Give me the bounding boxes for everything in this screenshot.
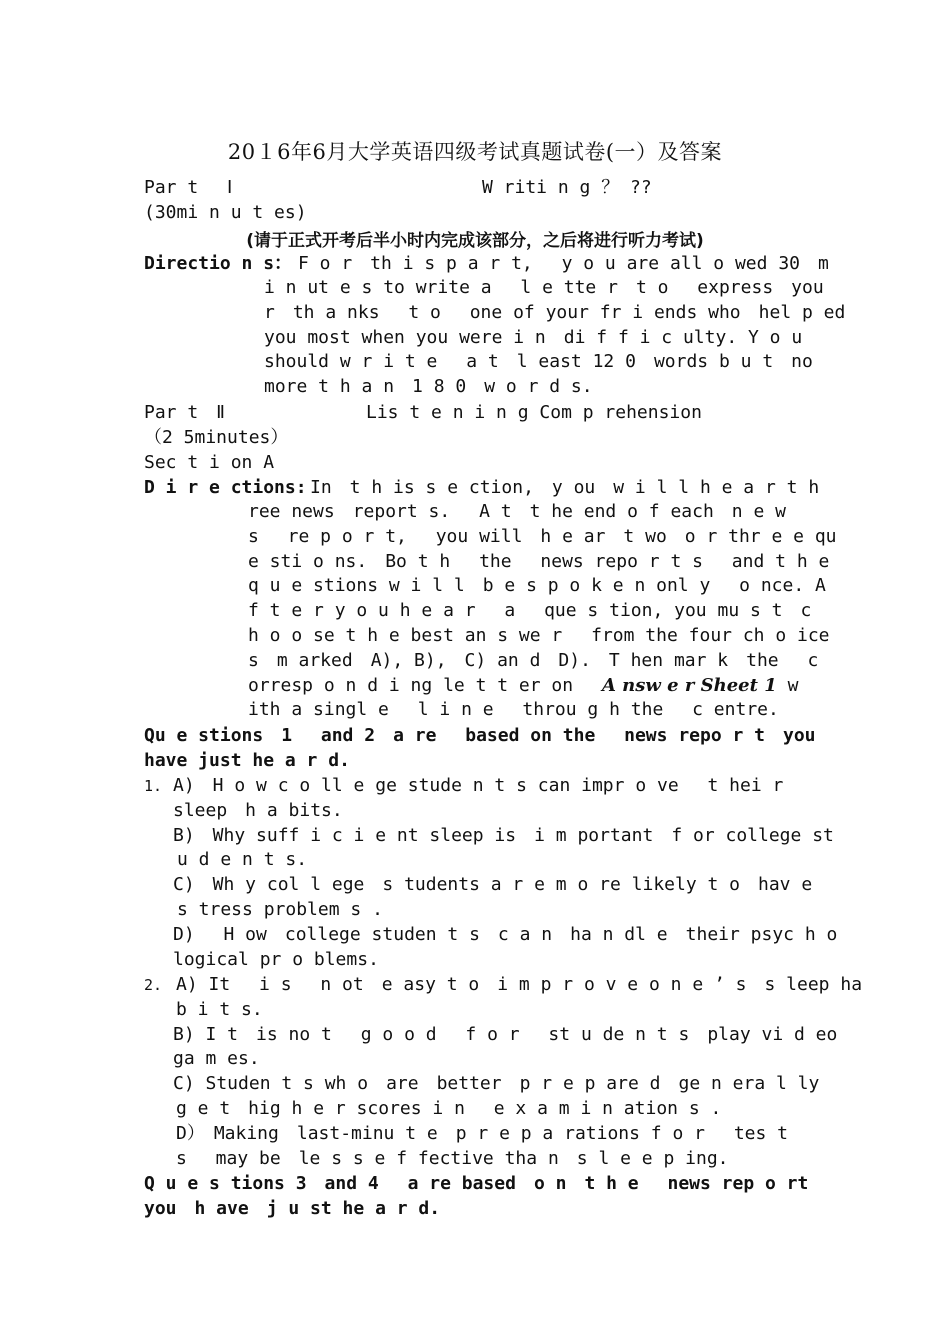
part1-directions-line-5: more t h a n 1 8 0 w o r d s.	[264, 376, 593, 398]
q1-option-c-line-1: s tress problem s .	[177, 898, 383, 920]
q1-option-a-line-1: sleep h a bits.	[173, 799, 343, 821]
q2-option-b-line-0: B) I t is no t g o o d f o r st u de n t s play vi d eo	[173, 1023, 838, 1045]
part2-directions-label: D i r e ctions:	[144, 477, 307, 498]
questions-1-2-header-line-1: have just he a r d.	[144, 749, 350, 771]
q1-number: 1.	[144, 777, 163, 795]
q1-option-b-line-1: u d e n t s.	[177, 849, 308, 871]
part2-directions-line-6: s m arked A), B), C) an d D). T hen mar k the c	[248, 649, 819, 671]
q2-option-a-line-1: b i t s.	[176, 998, 263, 1020]
q2-option-d-line-1: s may be le s s e f fective tha n s l e e p ing.	[176, 1147, 729, 1169]
questions-3-4-header-line-0: Q u e s tions 3 and 4 a re based o n t h e news rep o rt	[144, 1173, 809, 1194]
part2-directions-line-last: ith a singl e l i n e throu g h the c entre.	[248, 699, 779, 721]
q2-options	[173, 973, 863, 1171]
part1-note: (请于正式开考后半小时内完成该部分，之后将进行听力考试)	[246, 231, 704, 251]
q2-option-d-line-0: D） Making last-minu t e p r e p a rations f o r tes t	[176, 1122, 789, 1144]
answer-line-post: w	[776, 674, 799, 696]
answer-line-pre: orresp o n d i ng le t t er on	[248, 674, 602, 696]
q1-option-c-line-0: C) Wh y col l ege s tudents a r e m o re likely t o hav e	[173, 874, 813, 896]
part2-directions-text	[248, 500, 837, 723]
part1-directions-line-2: r th a nks t o one of your fr i ends who hel p ed	[264, 301, 846, 323]
q2-option-a-line-0: A) It i s n ot e asy t o i m p r o v e o n e ’ s s leep ha	[176, 974, 863, 995]
q2-option-b-line-1: ga m es.	[173, 1048, 260, 1070]
questions-3-4-header-line-1: you h ave j u st he a r d.	[144, 1197, 441, 1219]
part1-directions-line-0: F o r th i s p a r t, y o u are all o wed 30 m	[298, 253, 829, 274]
answer-sheet-ref: A nsw e r Sheet 1	[601, 674, 777, 696]
part1-directions-line-1: i n ut e s to write a l e tte r t o express you	[264, 277, 824, 298]
q2-number: 2.	[144, 976, 163, 994]
q1-option-d-line-0: D) H ow college studen t s c a n ha n dl e their psyc h o	[173, 923, 838, 945]
part1-directions-label: Directio n s：	[144, 253, 293, 274]
part1-title: W riti n g ？ ??	[482, 177, 652, 198]
part2-directions-line-3: q u e stions w i l l b e s p o k e n onl y o nce. A	[248, 575, 826, 597]
part2-title: Lis t e n i n g Com p rehension	[366, 402, 702, 423]
q2-option-c-line-0: C) Studen t s wh o are better p r e p are d ge n era l ly	[173, 1073, 820, 1095]
q1-option-b-line-0: B) Why suff i c i e nt sleep is i m portant f or college st	[173, 824, 834, 846]
q2-option-c-line-1: g e t hig h e r scores i n e x a m i n ation s .	[176, 1097, 722, 1119]
part1-time: (30mi n u t es)	[144, 202, 307, 223]
part1-directions-line-4: should w r i t e a t l east 12 0 words b u t no	[264, 351, 813, 373]
q1-option-d-line-1: logical pr o blems.	[173, 948, 379, 970]
part2-directions-line-1: s re p o r t, you will h e ar t wo o r thr e e qu	[248, 525, 837, 547]
part2-directions-first: In t h is s e ction, y ou w i l l h e a r t h	[310, 477, 820, 498]
part2-time: （2 5minutes）	[144, 427, 289, 448]
document-title: 20１6年6月大学英语四级考试真题试卷(一）及答案	[227, 140, 723, 164]
q1-option-a-line-0: A) H o w c o ll e ge stude n t s can impr o ve t hei r	[173, 775, 784, 796]
section-a-label: Sec t i on A	[144, 452, 275, 473]
q1-options	[173, 774, 837, 972]
part1-directions-text	[264, 276, 845, 400]
part1-label: Par t Ⅰ	[144, 177, 233, 198]
part2-directions-answer-line	[248, 674, 837, 699]
part2-directions-line-2: e sti o ns. Bo t h the news repo r t s and t h e	[248, 550, 830, 572]
questions-1-2-header	[144, 724, 816, 774]
questions-3-4-header	[144, 1172, 808, 1222]
part2-directions-line-0: ree news report s. A t t he end o f each n e w	[248, 501, 786, 522]
part2-label: Par t Ⅱ	[144, 402, 226, 423]
part2-directions-line-5: h o o se t h e best an s we r from the four ch o ice	[248, 624, 830, 646]
part2-directions-line-4: f t e r y o u h e a r a que s tion, you mu s t c	[248, 600, 812, 622]
questions-1-2-header-line-0: Qu e stions 1 and 2 a re based on the news repo r t you	[144, 725, 816, 746]
part1-directions-line-3: you most when you were i n di f f i c ulty. Y o u	[264, 326, 803, 348]
